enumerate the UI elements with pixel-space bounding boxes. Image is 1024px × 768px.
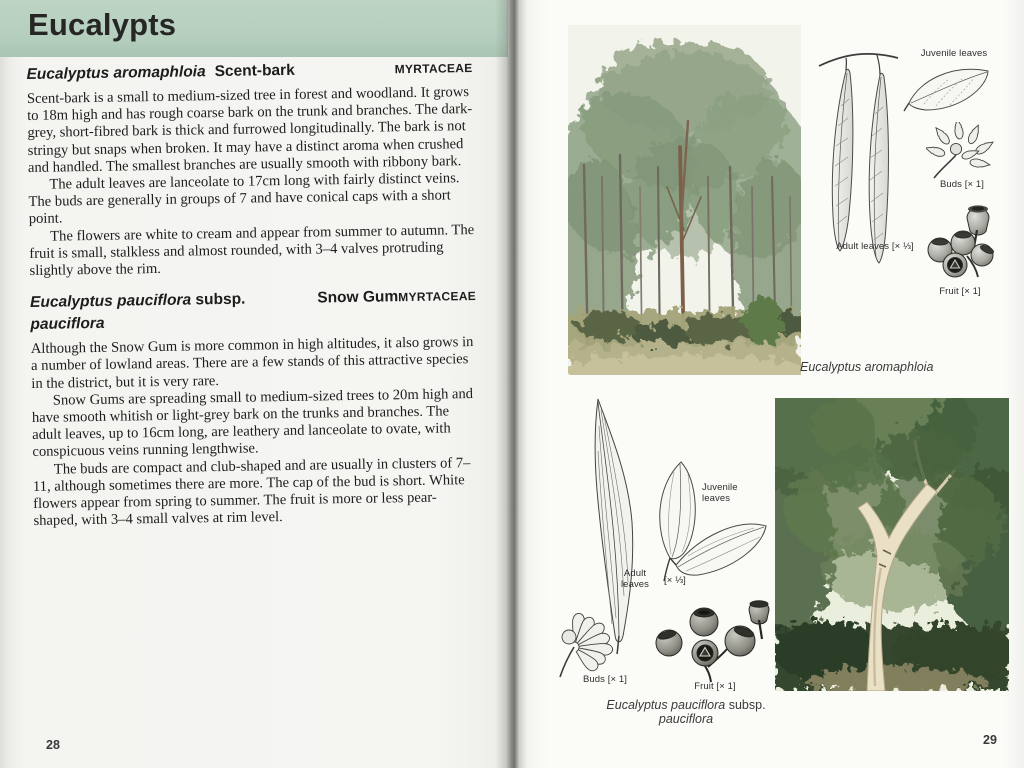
species-heading-aromaphloia — [26, 57, 472, 86]
species-name-italic-2: pauciflora — [30, 315, 105, 334]
caption-text-roman: subsp. — [725, 698, 766, 712]
caption-text-italic-2: pauciflora — [658, 712, 714, 726]
juvenile-leaf-illustration-aromaphloia — [902, 58, 996, 120]
common-name: Snow Gum — [317, 288, 399, 307]
photo-aromaphloia-tree — [568, 25, 801, 375]
paragraph: The buds are compact and club-shaped and are usually in clusters of 7–11, although sometimes there are more. The cap of the bud is short. White flowers appear from spring to summer. The fruit is more or less pear-shaped, with 3–4 small valves at rim level. — [32, 454, 471, 530]
species-section-pauciflora — [30, 285, 480, 530]
family-name: MYRTACEAE — [394, 61, 473, 77]
buds-illustration-pauciflora — [556, 583, 648, 681]
species-description — [27, 84, 476, 280]
adult-leaves-label-pauciflora: Adult leaves — [620, 568, 650, 590]
buds-label-aromaphloia: Buds [× 1] — [939, 179, 985, 190]
buds-label-pauciflora: Buds [× 1] — [582, 674, 628, 685]
chapter-header-band — [0, 0, 508, 57]
species-name — [26, 61, 205, 86]
caption-aromaphloia — [800, 360, 1000, 374]
species-name-italic: Eucalyptus aromaphloia — [26, 63, 206, 84]
species-description — [31, 334, 480, 530]
right-page — [512, 0, 1024, 768]
paragraph: Scent-bark is a small to medium-sized tree in forest and woodland. It grows to 18m high and has rough coarse bark on the trunk and branches. The dark-grey, short-fibred bark is thick and furrowed longitudinally. The bark is not stringy but snaps when broken. It may have a distinct aroma when crushed and handled. The smallest branches are usually smooth with ribbony bark. — [26, 84, 473, 176]
fruit-illustration-pauciflora — [642, 591, 776, 683]
species-heading-pauciflora — [30, 285, 477, 336]
paragraph: The flowers are white to cream and appear from summer to autumn. The fruit is small, stalkless and almost rounded, with 3–4 valves protruding slightly above the rim. — [29, 221, 475, 280]
adult-leaves-label-aromaphloia: Adult leaves [× ⅓] — [836, 241, 914, 252]
caption-pauciflora — [596, 698, 776, 726]
page-number-left: 28 — [46, 738, 60, 752]
snow-gum-photo-graphic — [775, 398, 1009, 691]
common-name: Scent-bark — [214, 61, 295, 81]
juvenile-leaves-label-aromaphloia: Juvenile leaves — [920, 48, 988, 59]
photo-pauciflora-tree — [775, 398, 1009, 691]
species-name — [30, 288, 309, 336]
fruit-label-pauciflora: Fruit [× 1] — [694, 681, 736, 692]
paragraph: Snow Gums are spreading small to medium-sized trees to 20m high and have smooth whitish or light-grey bark on the trunks and branches. The adult leaves, up to 16cm long, are leathery and lanceolate to ovate, with conspicuous veins running lengthwise. — [31, 385, 474, 461]
buds-illustration-aromaphloia — [926, 122, 994, 180]
scale-label-pauciflora: [× ⅓] — [664, 575, 686, 586]
caption-text-italic: Eucalyptus pauciflora — [606, 698, 726, 712]
species-name-roman: subsp. — [191, 290, 246, 309]
fruit-label-aromaphloia: Fruit [× 1] — [939, 286, 981, 297]
caption-text: Eucalyptus aromaphloia — [800, 360, 934, 374]
chapter-title: Eucalypts — [28, 7, 177, 42]
family-name: MYRTACEAE — [398, 289, 477, 305]
species-section-aromaphloia — [26, 57, 475, 280]
fruit-illustration-aromaphloia — [920, 198, 1000, 284]
species-name-italic: Eucalyptus pauciflora — [29, 291, 192, 312]
paragraph: The adult leaves are lanceolate to 17cm long with fairly distinct veins. The buds are generally in groups of 7 and have conical caps with a short point. — [28, 170, 460, 228]
juvenile-leaves-label-pauciflora: Juvenile leaves — [702, 482, 738, 504]
paragraph: Although the Snow Gum is more common in high altitudes, it also grows in a number of lowland areas. There are a few stands of this attractive species in the district, but it is very rare. — [30, 334, 474, 392]
left-page-content — [26, 57, 479, 530]
page-number-right: 29 — [983, 733, 997, 747]
juvenile-leaves-illustration-pauciflora — [636, 452, 773, 582]
woodland-photo-graphic — [568, 25, 801, 375]
